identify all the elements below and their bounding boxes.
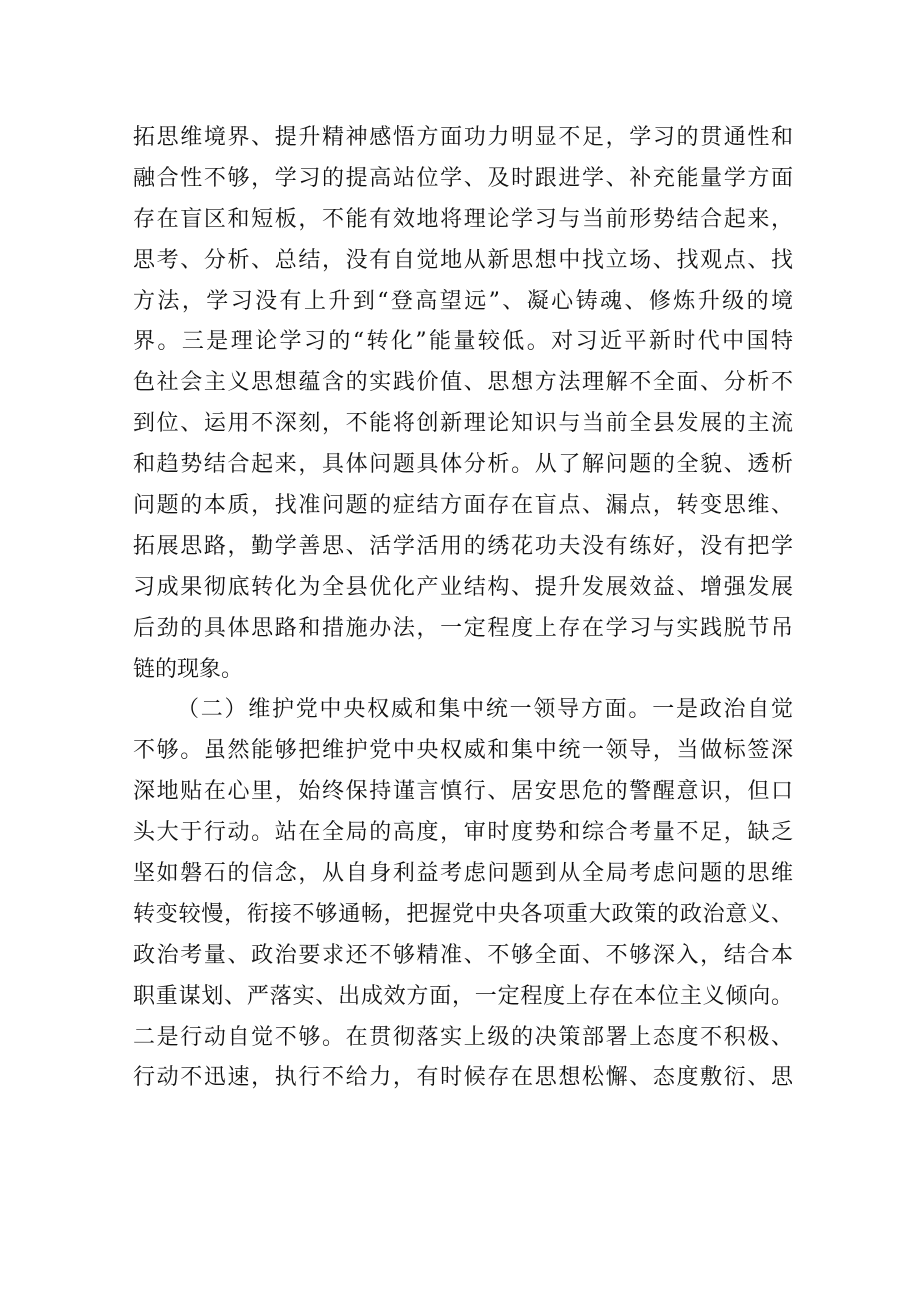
- text-line: 不够。虽然能够把维护党中央权威和集中统一领导，当做标签深: [133, 738, 793, 764]
- text-line: 色社会主义思想蕴含的实践价值、思想方法理解不全面、分析不: [133, 370, 793, 396]
- text-line: 转变较慢，衔接不够通畅，把握党中央各项重大政策的政治意义、: [133, 901, 793, 927]
- text-line: 深地贴在心里，始终保持谨言慎行、居安思危的警醒意识，但口: [133, 779, 793, 805]
- text-line: 方法，学习没有上升到“登高望远”、凝心铸魂、修炼升级的境: [133, 288, 793, 314]
- text-line: 拓思维境界、提升精神感悟方面功力明显不足，学习的贯通性和: [133, 125, 793, 150]
- text-line: 问题的本质，找准问题的症结方面存在盲点、漏点，转变思维、: [133, 493, 793, 519]
- text-line: 思考、分析、总结，没有自觉地从新思想中找立场、找观点、找: [133, 247, 793, 273]
- text-line: 职重谋划、严落实、出成效方面，一定程度上存在本位主义倾向。: [133, 983, 793, 1009]
- text-line: 坚如磐石的信念，从自身利益考虑问题到从全局考虑问题的思维: [133, 861, 793, 887]
- text-line: 到位、运用不深刻，不能将创新理论知识与当前全县发展的主流: [133, 411, 793, 437]
- text-line: 融合性不够，学习的提高站位学、及时跟进学、补充能量学方面: [133, 165, 793, 191]
- section-heading-line: （二）维护党中央权威和集中统一领导方面。一是政治自觉: [177, 697, 793, 723]
- text-line: 界。三是理论学习的“转化”能量较低。对习近平新时代中国特: [133, 329, 793, 355]
- text-line: 拓展思路，勤学善思、活学活用的绣花功夫没有练好，没有把学: [133, 533, 793, 559]
- document-body: [133, 118, 793, 1099]
- text-line: 行动不迅速，执行不给力，有时候存在思想松懈、态度敷衍、思: [133, 1065, 793, 1091]
- paragraph-end-line: 链的现象。: [133, 656, 244, 682]
- text-line: 后劲的具体思路和措施办法，一定程度上存在学习与实践脱节吊: [133, 615, 793, 641]
- text-line: 和趋势结合起来，具体问题具体分析。从了解问题的全貌、透析: [133, 452, 793, 478]
- text-line: 头大于行动。站在全局的高度，审时度势和综合考量不足，缺乏: [133, 820, 793, 846]
- text-line: 二是行动自觉不够。在贯彻落实上级的决策部署上态度不积极、: [133, 1024, 793, 1050]
- text-line: 习成果彻底转化为全县优化产业结构、提升发展效益、增强发展: [133, 574, 793, 600]
- text-line: 存在盲区和短板，不能有效地将理论学习与当前形势结合起来，: [133, 206, 793, 232]
- text-line: 政治考量、政治要求还不够精准、不够全面、不够深入，结合本: [133, 942, 793, 968]
